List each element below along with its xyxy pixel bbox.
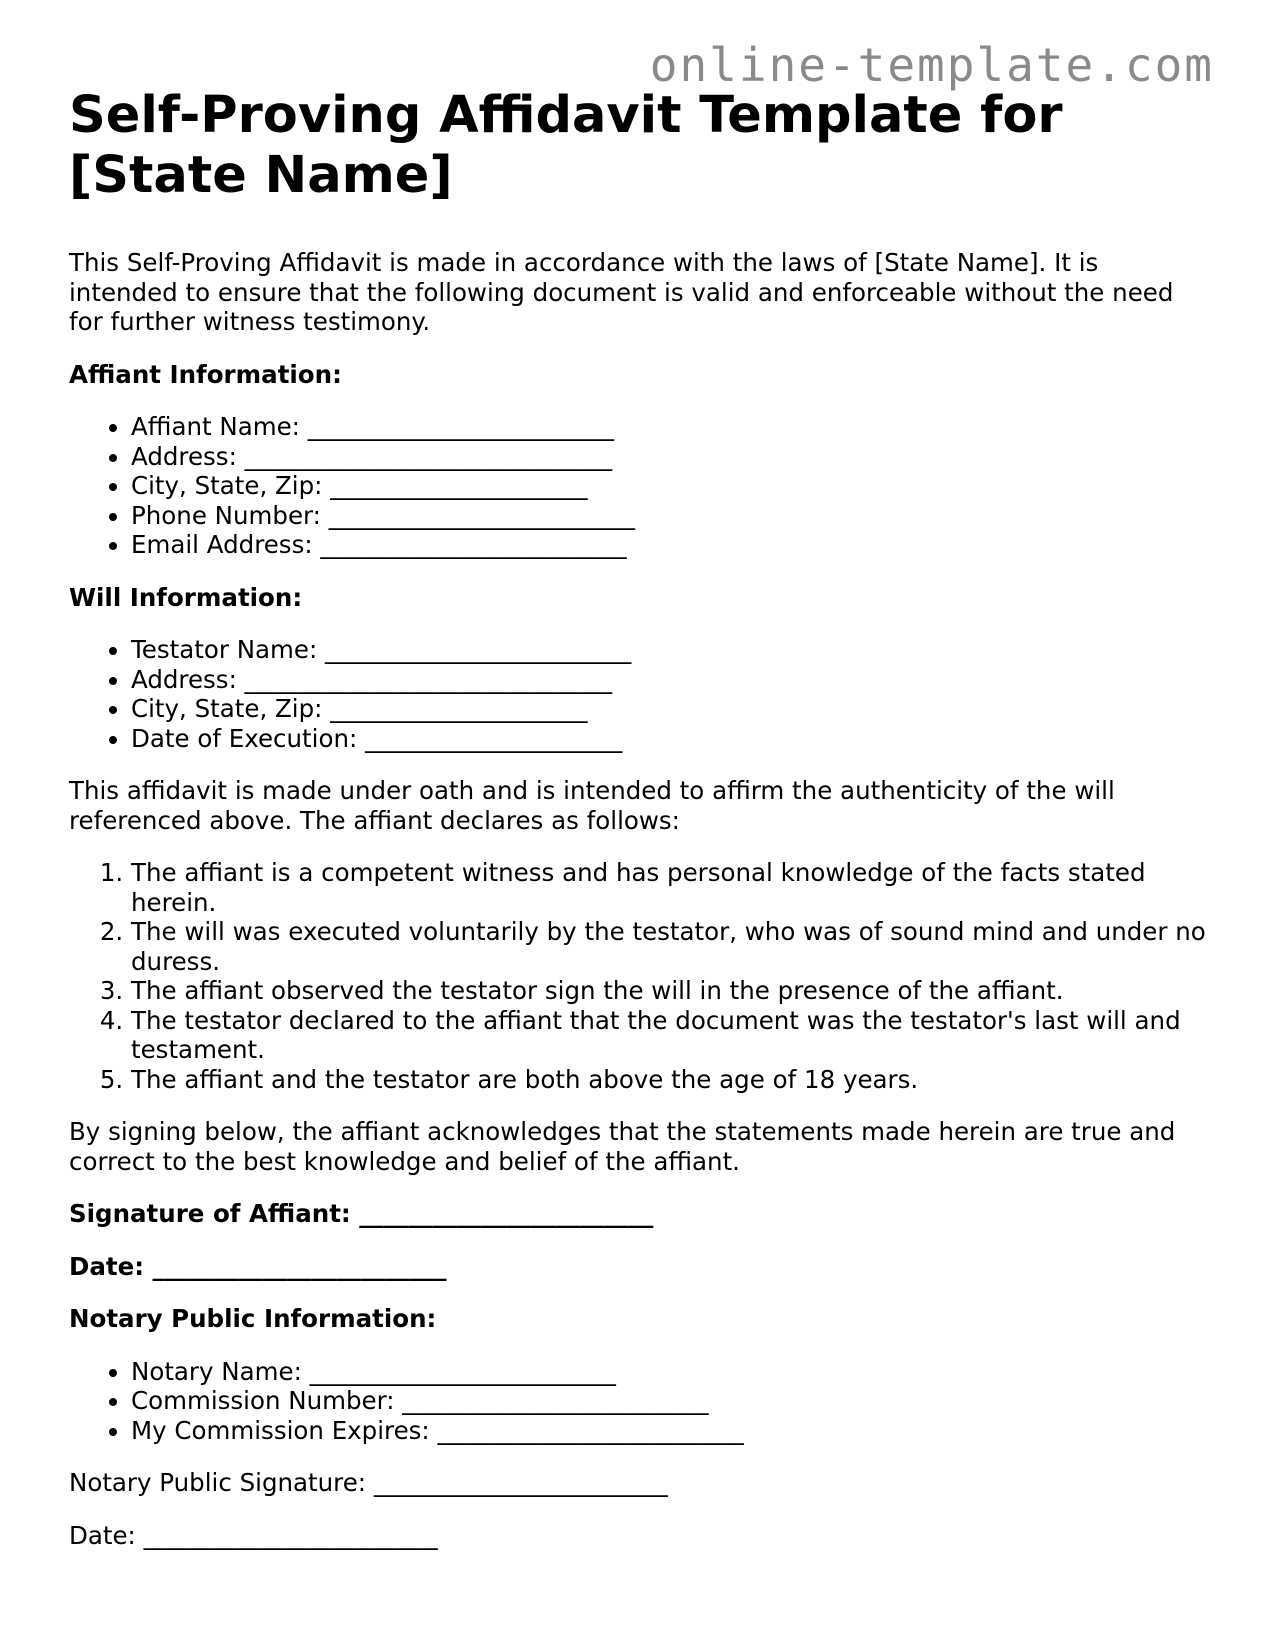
notary-information-heading: Notary Public Information: bbox=[69, 1304, 437, 1333]
document-title: Self-Proving Affidavit Template for [State Name] bbox=[69, 86, 1063, 205]
intro-paragraph: This Self-Proving Affidavit is made in accordance with the laws of [State Name]. It is intended to ensure that the following document is valid and enforceable without the need for further witness testimony. bbox=[69, 248, 1174, 336]
affiant-email-field[interactable]: • Email Address: _________________________ bbox=[131, 530, 1209, 560]
declaration-item: 3. The affiant observed the testator sign the will in the presence of the affiant. bbox=[131, 976, 1209, 1006]
declaration-item: 5. The affiant and the testator are both above the age of 18 years. bbox=[131, 1065, 1209, 1095]
affiant-information-heading: Affiant Information: bbox=[69, 359, 342, 389]
declaration-item: 1. The affiant is a competent witness and has personal knowledge of the facts stated herein. bbox=[131, 858, 1209, 917]
will-information-heading: Will Information: bbox=[69, 582, 303, 612]
declarations-list bbox=[69, 858, 1209, 1094]
notary-information-list bbox=[69, 1357, 1209, 1446]
affiant-phone-field[interactable]: • Phone Number: _________________________ bbox=[131, 501, 1209, 531]
affiant-city-state-zip-field[interactable]: • City, State, Zip: _____________________ bbox=[131, 471, 1209, 501]
notary-name-field[interactable]: • Notary Name: _________________________ bbox=[131, 1357, 1209, 1387]
notary-date-field[interactable]: Date: ________________________ bbox=[69, 1520, 438, 1550]
affiant-information-list bbox=[69, 412, 1209, 560]
date-of-execution-field[interactable]: • Date of Execution: _____________________ bbox=[131, 724, 1209, 754]
testator-name-field[interactable]: • Testator Name: _________________________ bbox=[131, 635, 1209, 665]
will-information-list bbox=[69, 635, 1209, 753]
commission-expires-field[interactable]: • My Commission Expires: _________________________ bbox=[131, 1416, 1209, 1446]
testator-city-state-zip-field[interactable]: • City, State, Zip: _____________________ bbox=[131, 694, 1209, 724]
commission-number-field[interactable]: • Commission Number: _________________________ bbox=[131, 1386, 1209, 1416]
acknowledgement-paragraph: By signing below, the affiant acknowledges that the statements made herein are true and correct to the best knowledge and belief of the affiant. bbox=[69, 1117, 1176, 1176]
affiant-address-field[interactable]: • Address: ______________________________ bbox=[131, 442, 1209, 472]
notary-signature-field[interactable]: Notary Public Signature: ________________________ bbox=[69, 1468, 668, 1497]
signature-of-affiant-field[interactable]: Signature of Affiant: ________________________ bbox=[69, 1199, 654, 1228]
affiant-date-field[interactable]: Date: ________________________ bbox=[69, 1251, 447, 1281]
watermark: online-template.com bbox=[649, 38, 1214, 92]
declaration-item: 4. The testator declared to the affiant that the document was the testator's last will and testament. bbox=[131, 1006, 1209, 1065]
declaration-item: 2. The will was executed voluntarily by the testator, who was of sound mind and under no duress. bbox=[131, 917, 1209, 976]
affiant-name-field[interactable]: • Affiant Name: _________________________ bbox=[131, 412, 1209, 442]
oath-paragraph: This affidavit is made under oath and is intended to affirm the authenticity of the will referenced above. The affiant declares as follows: bbox=[69, 776, 1115, 835]
document-page bbox=[69, 86, 1209, 1550]
testator-address-field[interactable]: • Address: ______________________________ bbox=[131, 665, 1209, 695]
